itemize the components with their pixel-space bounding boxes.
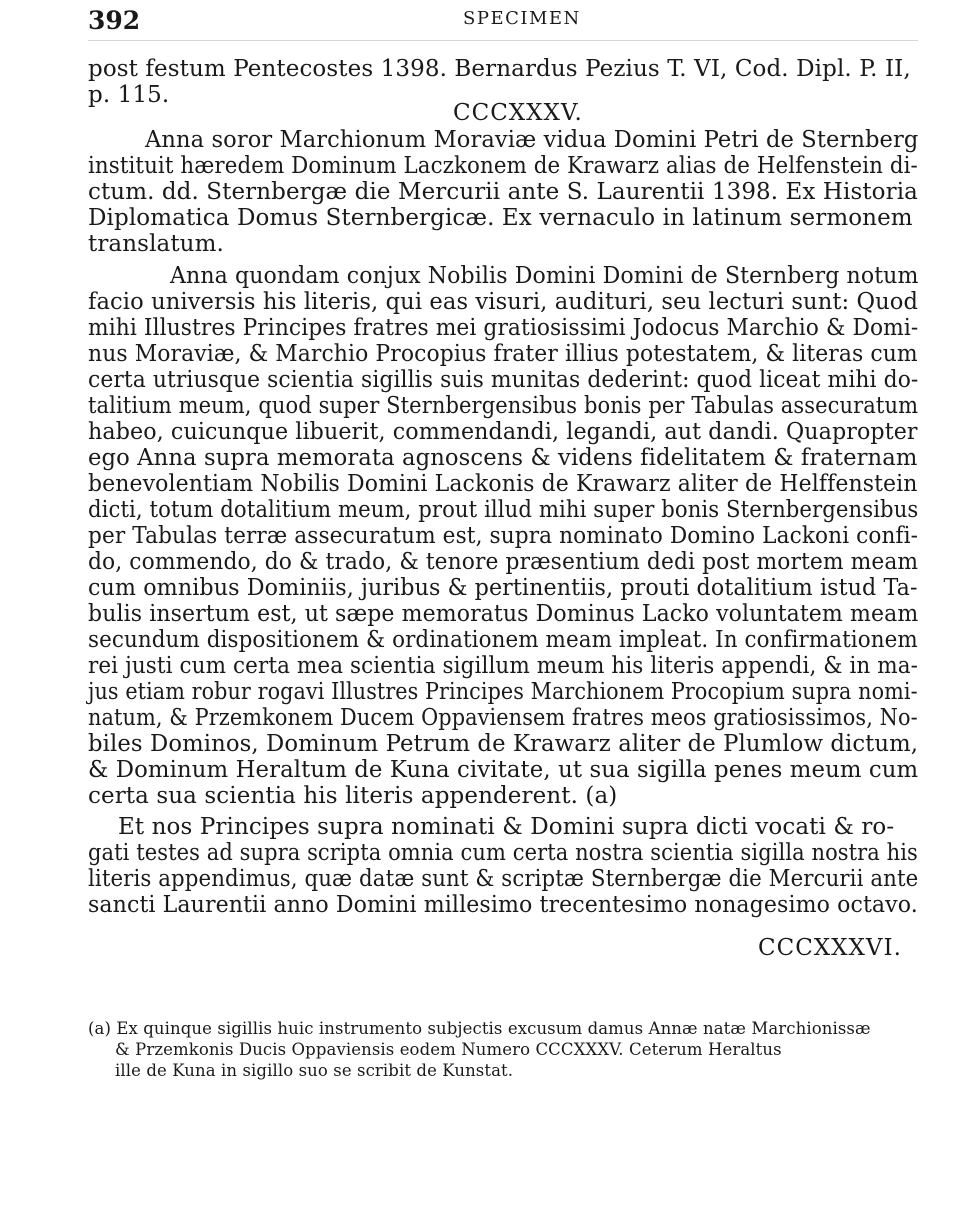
body-line: certa sua scientia his literis appenderent. (a) [88,783,618,809]
body-line: jus etiam robur rogavi Illustres Principes Marchionem Procopium supra nomi- [88,679,918,705]
footnote-line: ille de Kuna in sigillo suo se scribit de Kunstat. [115,1061,514,1080]
summary-line: Diplomatica Domus Sternbergicæ. Ex vernaculo in latinum sermonem [88,205,913,231]
body-line: biles Dominos, Dominum Petrum de Krawarz aliter de Plumlow dictum, [88,731,919,757]
intro-line: p. 115. [88,82,170,108]
body-line: dicti, totum dotalitium meum, prout illud mihi super bonis Sternbergensibus [88,497,919,523]
footnote-line: & Przemkonis Ducis Oppaviensis eodem Numero CCCXXXV. Ceterum Heraltus [115,1040,782,1059]
summary-line: instituit hæredem Dominum Laczkonem de Krawarz alias de Helfenstein di- [88,153,918,179]
body-line: ego Anna supra memorata agnoscens & videns fidelitatem & fraternam [88,445,918,471]
body-line: per Tabulas terræ assecuratum est, supra nominato Domino Lackoni confi- [88,523,919,549]
header-rule [88,40,918,41]
body-line: nus Moraviæ, & Marchio Procopius frater illius potestatem, & literas cum [88,341,918,367]
summary-line: ctum. dd. Sternbergæ die Mercurii ante S. Laurentii 1398. Ex Historia [88,179,918,205]
body-line: cum omnibus Dominiis, juribus & pertinentiis, prouti dotalitium istud Ta- [88,575,918,601]
document-number: CCCXXXV. [453,100,583,126]
body-line: Et nos Principes supra nominati & Domini supra dicti vocati & ro- [118,814,895,840]
summary-line: translatum. [88,231,224,257]
document-number: CCCXXXVI. [758,935,902,961]
body-line: habeo, cuicunque libuerit, commendandi, legandi, aut dandi. Quapropter [88,419,918,445]
intro-line: post festum Pentecostes 1398. Bernardus Pezius T. VI, Cod. Dipl. P. II, [88,56,911,82]
footnote-line: (a) Ex quinque sigillis huic instrumento subjectis excusum damus Annæ natæ Marchionissæ [88,1019,871,1038]
body-line: do, commendo, do & trado, & tenore præsentium dedi post mortem meam [88,549,919,575]
body-line: mihi Illustres Principes fratres mei gratiosissimi Jodocus Marchio & Domi- [88,315,919,341]
body-line: & Dominum Heraltum de Kuna civitate, ut sua sigilla penes meum cum [88,757,919,783]
body-line: talitium meum, quod super Sternbergensibus bonis per Tabulas assecuratum [88,393,919,419]
running-title: SPECIMEN [463,8,581,29]
body-line: gati testes ad supra scripta omnia cum certa nostra scientia sigilla nostra his [88,840,918,866]
body-line: benevolentiam Nobilis Domini Lackonis de Krawarz aliter de Helffenstein [88,471,918,497]
body-line: sancti Laurentii anno Domini millesimo trecentesimo nonagesimo octavo. [88,892,918,918]
body-line: facio universis his literis, qui eas visuri, audituri, seu lecturi sunt: Quod [88,289,919,315]
body-line: certa utriusque scientia sigillis suis munitas dederint: quod liceat mihi do- [88,367,919,393]
body-line: literis appendimus, quæ datæ sunt & scriptæ Sternbergæ die Mercurii ante [88,866,919,892]
page-number: 392 [88,6,141,35]
summary-line: Anna soror Marchionum Moraviæ vidua Domini Petri de Sternberg [145,127,919,153]
body-line: secundum dispositionem & ordinationem meam impleat. In confirmationem [88,627,918,653]
body-line: natum, & Przemkonem Ducem Oppaviensem fratres meos gratiosissimos, No- [88,705,918,731]
body-line: rei justi cum certa mea scientia sigillum meum his literis appendi, & in ma- [88,653,919,679]
body-line: bulis insertum est, ut sæpe memoratus Dominus Lacko voluntatem meam [88,601,919,627]
body-line: Anna quondam conjux Nobilis Domini Domini de Sternberg notum [170,263,919,289]
